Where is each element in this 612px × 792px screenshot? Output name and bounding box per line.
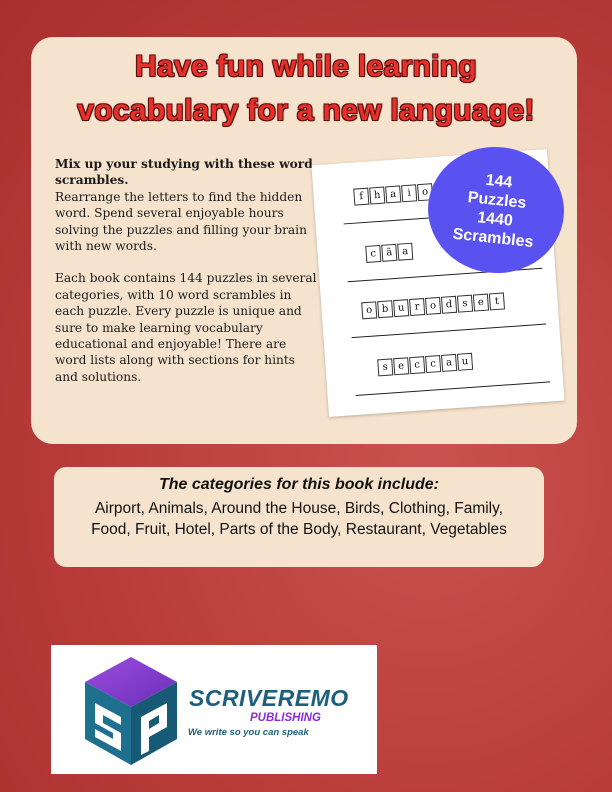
scramble-letter: u	[457, 353, 473, 371]
scramble-letter: c	[365, 245, 381, 263]
scramble-row-1	[353, 183, 434, 206]
scramble-letter: b	[377, 300, 393, 318]
intro-paragraph	[55, 156, 317, 254]
badge-line-3: 1440	[476, 209, 514, 230]
badge-line-4: Scrambles	[451, 225, 535, 252]
scramble-letter: o	[361, 301, 377, 319]
categories-list: Airport, Animals, Around the House, Birds, Clothing, Family, Food, Fruit, Hotel, Parts of the Body, Restaurant, Vegetables	[91, 500, 507, 538]
scramble-letter: e	[473, 294, 489, 312]
scramble-letter: i	[401, 184, 417, 202]
publisher-sub: PUBLISHING	[250, 712, 321, 724]
intro-text-block	[55, 156, 317, 401]
cube-logo-icon	[81, 655, 181, 767]
scramble-letter: a	[397, 243, 413, 261]
publisher-name: SCRIVEREMO	[189, 685, 349, 711]
scramble-letter: u	[393, 299, 409, 317]
categories-card	[54, 467, 544, 567]
scramble-letter: t	[489, 292, 505, 310]
scramble-letter: s	[377, 358, 393, 376]
scramble-row-4	[377, 353, 474, 377]
badge-line-1: 144	[484, 171, 514, 192]
scramble-letter: a	[441, 354, 457, 372]
intro-lead: Mix up your studying with these word scrambles.	[55, 157, 313, 188]
scramble-letter: h	[369, 187, 385, 205]
scramble-letter: ã	[381, 244, 397, 262]
scramble-letter: e	[393, 357, 409, 375]
scramble-letter: o	[417, 183, 433, 201]
answer-line	[352, 324, 547, 339]
scramble-letter: a	[385, 185, 401, 203]
scramble-row-3	[361, 292, 506, 319]
headline-line-1: Have fun while learning	[135, 50, 477, 83]
answer-line	[356, 381, 551, 396]
scramble-row-2	[365, 243, 414, 263]
scramble-letter: c	[425, 355, 441, 373]
scramble-letter: s	[457, 295, 473, 313]
categories-title: The categories for this book include:	[158, 476, 440, 493]
details-paragraph: Each book contains 144 puzzles in several categories, with 10 word scrambles in each puzzle. Every puzzle is unique and sure to make learning vocabulary educational and enjoyable! There are word lists along with sections for hints and solutions.	[55, 271, 317, 384]
scramble-letter: f	[353, 188, 369, 206]
publisher-tagline: We write so you can speak	[188, 727, 309, 738]
scramble-letter: d	[441, 296, 457, 314]
scramble-letter: c	[409, 356, 425, 374]
badge-line-2: Puzzles	[466, 189, 528, 213]
scramble-letter: o	[425, 297, 441, 315]
intro-body: Rearrange the letters to find the hidden word. Spend several enjoyable hours solving the puzzles and filling your brain with new words.	[55, 189, 307, 254]
publisher-logo	[51, 645, 377, 774]
headline-line-2: vocabulary for a new language!	[77, 94, 535, 127]
scramble-letter: r	[409, 298, 425, 316]
